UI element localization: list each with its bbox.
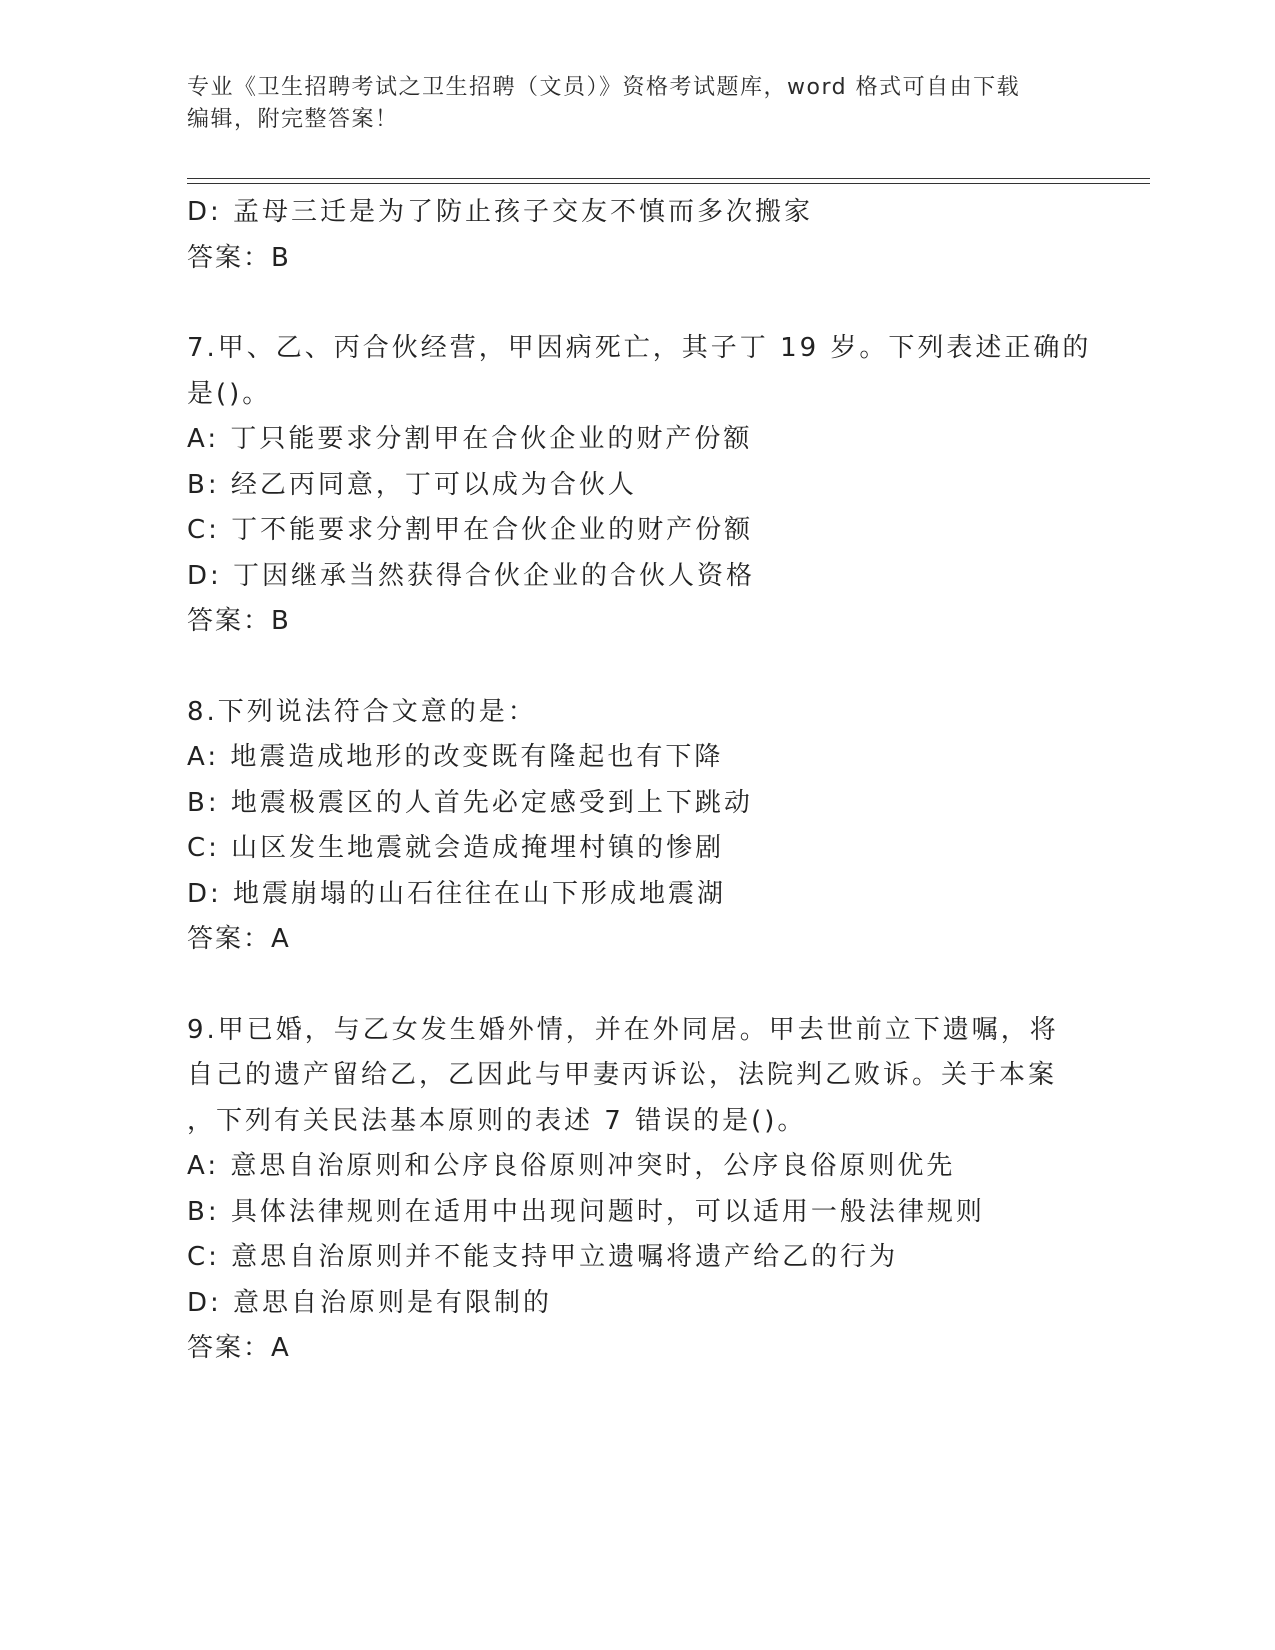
option-a: A: 意思自治原则和公序良俗原则冲突时，公序良俗原则优先 xyxy=(187,1151,956,1181)
question-7 xyxy=(187,326,1107,645)
header-divider-top xyxy=(187,178,1150,179)
header-line-2: 编辑，附完整答案！ xyxy=(187,107,399,132)
document-header xyxy=(187,72,1087,136)
question-stem-line: ，下列有关民法基本原则的表述 7 错误的是()。 xyxy=(187,1105,807,1136)
header-divider-bottom xyxy=(187,183,1150,184)
question-stem-line: 8.下列说法符合文意的是： xyxy=(187,696,537,727)
question-stem-line: 自己的遗产留给乙，乙因此与甲妻丙诉讼，法院判乙败诉。关于本案 xyxy=(187,1060,1058,1090)
option-a: A: 丁只能要求分割甲在合伙企业的财产份额 xyxy=(187,424,753,454)
question-stem-line: 是()。 xyxy=(187,378,272,409)
question-stem-line: 7.甲、乙、丙合伙经营，甲因病死亡，其子丁 19 岁。下列表述正确的 xyxy=(187,333,1092,363)
answer-line: 答案：A xyxy=(187,924,291,954)
previous-question-tail xyxy=(187,190,1107,281)
document-body xyxy=(187,190,1107,1372)
option-a: A: 地震造成地形的改变既有隆起也有下降 xyxy=(187,742,724,772)
option-c: C: 山区发生地震就会造成掩埋村镇的惨剧 xyxy=(187,833,725,863)
question-stem-line: 9.甲已婚，与乙女发生婚外情，并在外同居。甲去世前立下遗嘱，将 xyxy=(187,1014,1059,1045)
question-9 xyxy=(187,1008,1107,1372)
option-b: B: 经乙丙同意，丁可以成为合伙人 xyxy=(187,469,637,500)
header-line-1: 专业《卫生招聘考试之卫生招聘（文员）》资格考试题库，word 格式可自由下载 xyxy=(187,75,1021,100)
spacer xyxy=(187,963,1107,1008)
spacer xyxy=(187,281,1107,326)
answer-line: 答案：B xyxy=(187,242,291,273)
question-8 xyxy=(187,690,1107,963)
option-d: D: 意思自治原则是有限制的 xyxy=(187,1287,553,1318)
option-d: D: 丁因继承当然获得合伙企业的合伙人资格 xyxy=(187,560,756,591)
option-d: D: 孟母三迁是为了防止孩子交友不慎而多次搬家 xyxy=(187,197,814,227)
option-c: C: 意思自治原则并不能支持甲立遗嘱将遗产给乙的行为 xyxy=(187,1242,899,1272)
answer-line: 答案：A xyxy=(187,1333,291,1363)
option-c: C: 丁不能要求分割甲在合伙企业的财产份额 xyxy=(187,515,754,545)
option-b: B: 地震极震区的人首先必定感受到上下跳动 xyxy=(187,787,753,818)
spacer xyxy=(187,645,1107,690)
answer-line: 答案：B xyxy=(187,606,291,636)
option-d: D: 地震崩塌的山石往往在山下形成地震湖 xyxy=(187,878,727,909)
option-b: B: 具体法律规则在适用中出现问题时，可以适用一般法律规则 xyxy=(187,1196,985,1227)
